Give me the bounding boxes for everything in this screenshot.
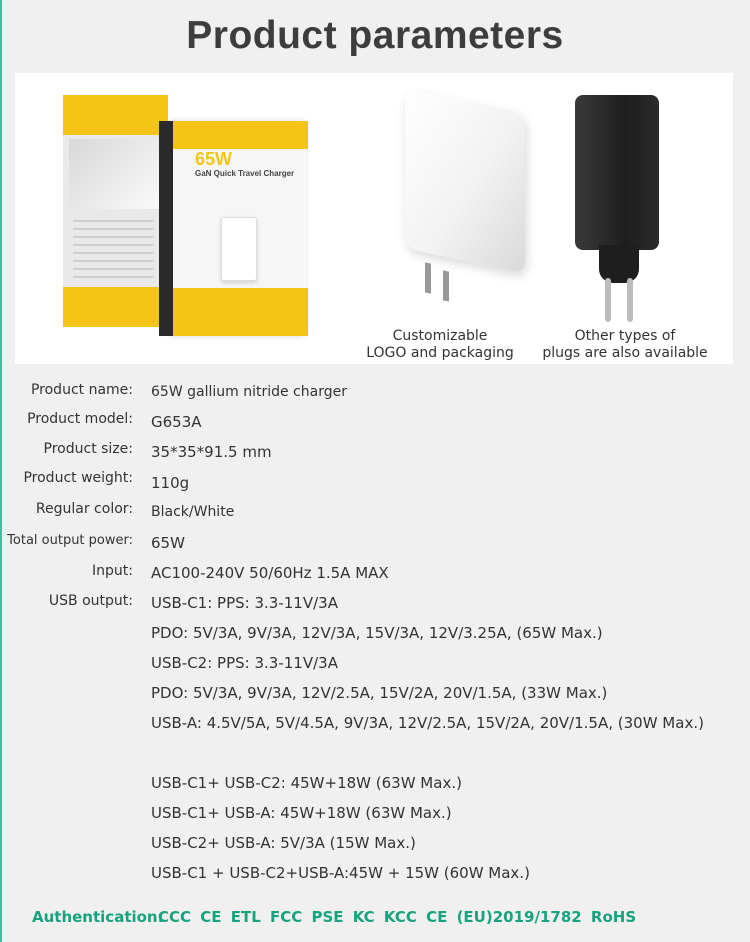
total-output-power-label: Total output power: bbox=[7, 533, 133, 548]
total-output-power-value: 65W bbox=[151, 534, 185, 552]
authentication-value: CCC CE ETL FCC PSE KC KCC CE (EU)2019/1782 RoHS bbox=[158, 908, 637, 926]
packaging-box-front bbox=[173, 121, 308, 336]
product-size-label: Product size: bbox=[43, 441, 133, 457]
product-name-value: 65W gallium nitride charger bbox=[151, 384, 347, 400]
product-size-value: 35*35*91.5 mm bbox=[151, 443, 272, 461]
usb-output-line: PDO: 5V/3A, 9V/3A, 12V/3A, 15V/3A, 12V/3.25A, (65W Max.) bbox=[151, 624, 603, 642]
usb-output-label: USB output: bbox=[48, 593, 133, 609]
product-model-value: G653A bbox=[151, 413, 202, 431]
input-label: Input: bbox=[92, 563, 133, 579]
caption-custom-logo: Customizable LOGO and packaging bbox=[366, 328, 514, 361]
usb-output-line: PDO: 5V/3A, 9V/3A, 12V/2.5A, 15V/2A, 20V/1.5A, (33W Max.) bbox=[151, 684, 608, 702]
box-charger-image bbox=[221, 217, 257, 281]
combo-output-line: USB-C2+ USB-A: 5V/3A (15W Max.) bbox=[151, 834, 416, 852]
combo-output-line: USB-C1+ USB-C2: 45W+18W (63W Max.) bbox=[151, 774, 462, 792]
product-weight-label: Product weight: bbox=[23, 470, 133, 486]
usb-output-line: USB-A: 4.5V/5A, 5V/4.5A, 9V/3A, 12V/2.5A, 15V/2A, 20V/1.5A, (30W Max.) bbox=[151, 714, 704, 732]
product-model-label: Product model: bbox=[27, 411, 133, 427]
combo-output-line: USB-C1+ USB-A: 45W+18W (63W Max.) bbox=[151, 804, 452, 822]
caption-other-plugs: Other types of plugs are also available bbox=[542, 328, 708, 361]
combo-output-line: USB-C1 + USB-C2+USB-A:45W + 15W (60W Max.) bbox=[151, 864, 530, 882]
accent-line bbox=[0, 0, 2, 942]
usb-output-line: USB-C2: PPS: 3.3-11V/3A bbox=[151, 654, 338, 672]
product-weight-value: 110g bbox=[151, 474, 190, 492]
white-charger-image bbox=[405, 88, 525, 274]
regular-color-label: Regular color: bbox=[35, 501, 133, 517]
usb-output-line: USB-C1: PPS: 3.3-11V/3A bbox=[151, 594, 338, 612]
box-power-label: 65W bbox=[195, 149, 233, 169]
black-charger-image bbox=[575, 95, 659, 250]
regular-color-value: Black/White bbox=[151, 504, 235, 520]
input-value: AC100-240V 50/60Hz 1.5A MAX bbox=[151, 564, 389, 582]
page-title: Product parameters bbox=[186, 14, 564, 57]
product-name-label: Product name: bbox=[30, 382, 133, 398]
packaging-box-back bbox=[63, 95, 168, 327]
product-image-panel bbox=[15, 73, 733, 364]
authentication-label: Authentication: bbox=[32, 908, 164, 926]
box-subtitle: GaN Quick Travel Charger bbox=[195, 169, 295, 178]
